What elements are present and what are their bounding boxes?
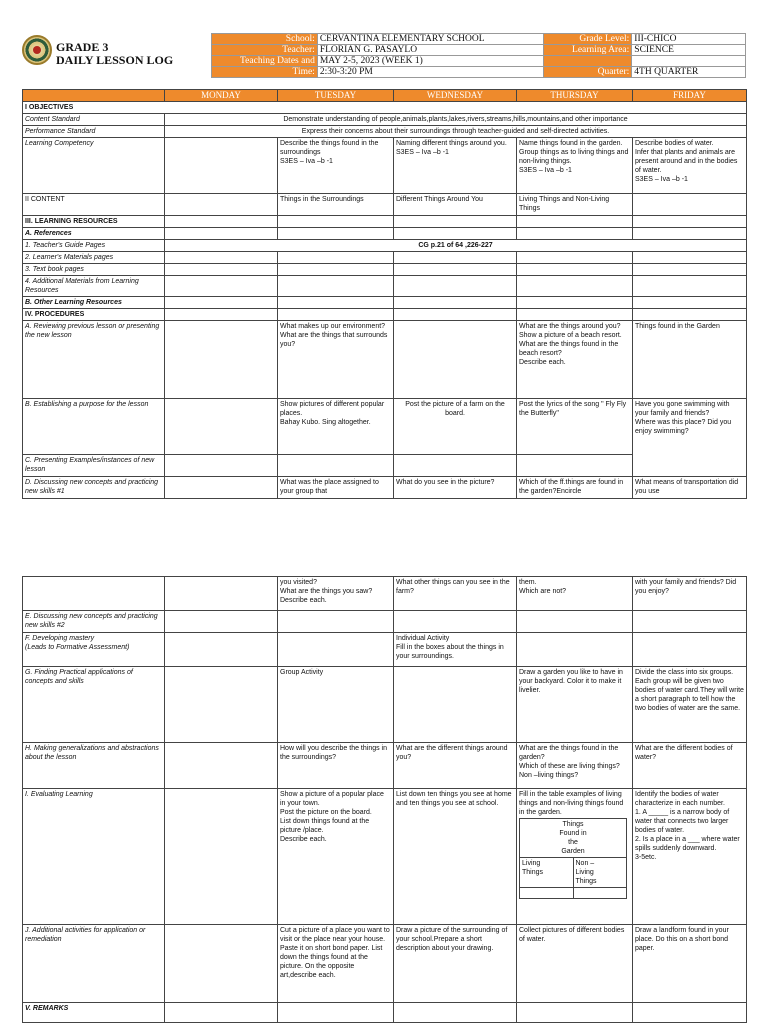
table-row <box>23 1003 747 1023</box>
dates-value: MAY 2-5, 2023 (WEEK 1) <box>317 56 544 67</box>
performance-standard-label: Performance Standard <box>23 126 165 138</box>
objectives-heading: I OBJECTIVES <box>23 102 747 114</box>
table-row <box>23 126 747 138</box>
table-row <box>23 102 747 114</box>
table-row <box>23 114 747 126</box>
proc-d-wednesday: What do you see in the picture? <box>394 477 517 499</box>
table-row <box>23 194 747 216</box>
proc-i-friday: Identify the bodies of water characterize in each number. 1. A _____ is a narrow body of water that connects two larger bodies of water. 2. Is a place in a ___ where water spills suddenly downward. 3-5etc. <box>633 789 747 925</box>
resources-label: III. LEARNING RESOURCES <box>23 216 165 228</box>
proc-h-wednesday: What are the different things around you? <box>394 743 517 789</box>
table-row <box>23 297 747 309</box>
content-standard-label: Content Standard <box>23 114 165 126</box>
lesson-table-part2 <box>22 576 747 1023</box>
living-things-table <box>519 818 627 899</box>
deped-seal-icon <box>22 35 52 65</box>
learning-competency-label: Learning Competency <box>23 138 165 194</box>
title-log: DAILY LESSON LOG <box>56 53 174 67</box>
dates-label: Teaching Dates and <box>212 56 318 67</box>
proc-j-friday: Draw a landform found in your place. Do this on a short bond paper. <box>633 925 747 1003</box>
table-row <box>23 264 747 276</box>
content-thursday: Living Things and Non-Living Things <box>517 194 633 216</box>
proc-h-friday: What are the different bodies of water? <box>633 743 747 789</box>
proc-e-label: E. Discussing new concepts and practicing new skills #2 <box>23 611 165 633</box>
table-row <box>23 240 747 252</box>
proc-c-label: C. Presenting Examples/instances of new lesson <box>23 455 165 477</box>
day-wednesday: WEDNESDAY <box>394 90 517 102</box>
procedures-label: IV. PROCEDURES <box>23 309 165 321</box>
content-wednesday: Different Things Around You <box>394 194 517 216</box>
proc-a-tuesday: What makes up our environment? What are the things that surrounds you? <box>278 321 394 399</box>
additional-materials-label: 4. Additional Materials from Learning Resources <box>23 276 165 297</box>
table-row <box>23 252 747 264</box>
proc-i-thursday: Fill in the table examples of living things and non-living things found in the garden. <box>519 791 624 816</box>
proc-i-wednesday: List down ten things you see at home and ten things you see at school. <box>394 789 517 925</box>
tb-pages-label: 3. Text book pages <box>23 264 165 276</box>
tg-pages-label: 1. Teacher's Guide Pages <box>23 240 165 252</box>
table-row <box>23 611 747 633</box>
time-value: 2:30-3:20 PM <box>317 67 544 78</box>
teacher-label: Teacher: <box>212 45 318 56</box>
header-info-grid <box>211 33 746 78</box>
proc-h-thursday: What are the things found in the garden? Which of these are living things?Non –living things? <box>517 743 633 789</box>
proc-g-label: G. Finding Practical applications of concepts and skills <box>23 667 165 743</box>
garden-things-header: Things Found in the Garden <box>520 819 627 858</box>
competency-thursday: Name things found in the garden. Group things as to living things and non-living things. S3ES – Iva –b -1 <box>517 138 633 194</box>
proc-a-label: A. Reviewing previous lesson or presenting the new lesson <box>23 321 165 399</box>
proc-g-thursday: Draw a garden you like to have in your backyard. Color it to make it livelier. <box>517 667 633 743</box>
living-things-header: Living Things <box>520 858 574 888</box>
day-tuesday: TUESDAY <box>278 90 394 102</box>
day-monday: MONDAY <box>165 90 278 102</box>
proc-a-friday: Things found in the Garden <box>633 321 747 399</box>
days-header-row <box>23 90 747 102</box>
content-label: II CONTENT <box>23 194 165 216</box>
content-tuesday: Things in the Surroundings <box>278 194 394 216</box>
proc-d-tuesday: What was the place assigned to your group that <box>278 477 394 499</box>
school-value: CERVANTINA ELEMENTARY SCHOOL <box>317 34 544 45</box>
nonliving-things-header: Non – Living Things <box>573 858 627 888</box>
title-grade: GRADE 3 <box>56 40 109 54</box>
proc-j-wednesday: Draw a picture of the surrounding of your school.Prepare a short description about your drawing. <box>394 925 517 1003</box>
table-row <box>23 228 747 240</box>
table-row <box>23 633 747 667</box>
table-row <box>23 925 747 1003</box>
table-row <box>23 309 747 321</box>
proc-j-label: J. Additional activities for application or remediation <box>23 925 165 1003</box>
references-label: A. References <box>23 228 165 240</box>
quarter-value: 4TH QUARTER <box>632 67 746 78</box>
grade-label: Grade Level: <box>544 34 632 45</box>
proc-b-tuesday: Show pictures of different popular places. Bahay Kubo. Sing altogether. <box>278 399 394 455</box>
proc-b-thursday: Post the lyrics of the song " Fly Fly the Butterfly" <box>517 399 633 455</box>
competency-tuesday: Describe the things found in the surroundings S3ES – Iva –b -1 <box>278 138 394 194</box>
header <box>22 33 746 78</box>
table-row <box>23 577 747 611</box>
table-row <box>23 789 747 925</box>
proc-i-tuesday: Show a picture of a popular place in your town. Post the picture on the board. List down things found at the picture /place. Describe each. <box>278 789 394 925</box>
other-resources-label: B. Other Learning Resources <box>23 297 165 309</box>
table-row <box>23 138 747 194</box>
competency-wednesday: Naming different things around you. S3ES – Iva –b -1 <box>394 138 517 194</box>
area-value: SCIENCE <box>632 45 746 56</box>
school-label: School: <box>212 34 318 45</box>
lesson-table-part1 <box>22 89 747 499</box>
table-row <box>23 216 747 228</box>
competency-friday: Describe bodies of water. Infer that plants and animals are present around and in the bodies of water. S3ES – Iva –b -1 <box>633 138 747 194</box>
proc-i-thursday-cell <box>517 789 633 925</box>
tg-pages-value: CG p.21 of 64 ,226-227 <box>165 240 747 252</box>
area-label: Learning Area: <box>544 45 632 56</box>
proc-d-cont-friday: with your family and friends? Did you enjoy? <box>633 577 747 611</box>
proc-g-friday: Divide the class into six groups. Each group will be given two bodies of water card.They will write a short paragraph to tell how the two bodies of water are the same. <box>633 667 747 743</box>
proc-j-thursday: Collect pictures of different bodies of water. <box>517 925 633 1003</box>
grade-value: III-CHICO <box>632 34 746 45</box>
proc-d-friday: What means of transportation did you use <box>633 477 747 499</box>
proc-b-label: B. Establishing a purpose for the lesson <box>23 399 165 455</box>
table-row <box>23 667 747 743</box>
content-standard-value: Demonstrate understanding of people,animals,plants,lakes,rivers,streams,hills,mountains,and other importance <box>165 114 747 126</box>
table-row <box>23 477 747 499</box>
table-row <box>23 276 747 297</box>
remarks-label: V. REMARKS <box>23 1003 165 1023</box>
lm-pages-label: 2. Learner's Materials pages <box>23 252 165 264</box>
quarter-label: Quarter: <box>544 67 632 78</box>
proc-a-thursday: What are the things around you? Show a picture of a beach resort. What are the things found in the beach resort? Describe each. <box>517 321 633 399</box>
performance-standard-value: Express their concerns about their surroundings through teacher-guided and self-directed activities. <box>165 126 747 138</box>
proc-h-label: H. Making generalizations and abstractions about the lesson <box>23 743 165 789</box>
table-row <box>23 399 747 455</box>
table-row <box>23 321 747 399</box>
proc-i-label: I. Evaluating Learning <box>23 789 165 925</box>
proc-f-label: F. Developing mastery (Leads to Formative Assessment) <box>23 633 165 667</box>
day-friday: FRIDAY <box>633 90 747 102</box>
proc-d-label: D. Discussing new concepts and practicing new skills #1 <box>23 477 165 499</box>
proc-f-wednesday: Individual Activity Fill in the boxes about the things in your surroundings. <box>394 633 517 667</box>
proc-g-tuesday: Group Activity <box>278 667 394 743</box>
proc-j-tuesday: Cut a picture of a place you want to visit or the place near your house. Paste it on short bond paper. List down the things found at the picture. On the opposite art,describe each. <box>278 925 394 1003</box>
proc-b-friday: Have you gone swimming with your family and friends? Where was this place? Did you enjoy swimming? <box>633 399 747 477</box>
time-label: Time: <box>212 67 318 78</box>
proc-d-cont-thursday: them. Which are not? <box>517 577 633 611</box>
proc-b-wednesday: Post the picture of a farm on the board. <box>394 399 517 455</box>
proc-d-cont-tuesday: you visited? What are the things you saw?Describe each. <box>278 577 394 611</box>
proc-d-thursday: Which of the ff.things are found in the garden?Encircle <box>517 477 633 499</box>
proc-d-cont-wednesday: What other things can you see in the farm? <box>394 577 517 611</box>
teacher-value: FLORIAN G. PASAYLO <box>317 45 544 56</box>
document-title <box>56 41 173 67</box>
day-thursday: THURSDAY <box>517 90 633 102</box>
table-row <box>23 743 747 789</box>
proc-h-tuesday: How will you describe the things in the surroundings? <box>278 743 394 789</box>
